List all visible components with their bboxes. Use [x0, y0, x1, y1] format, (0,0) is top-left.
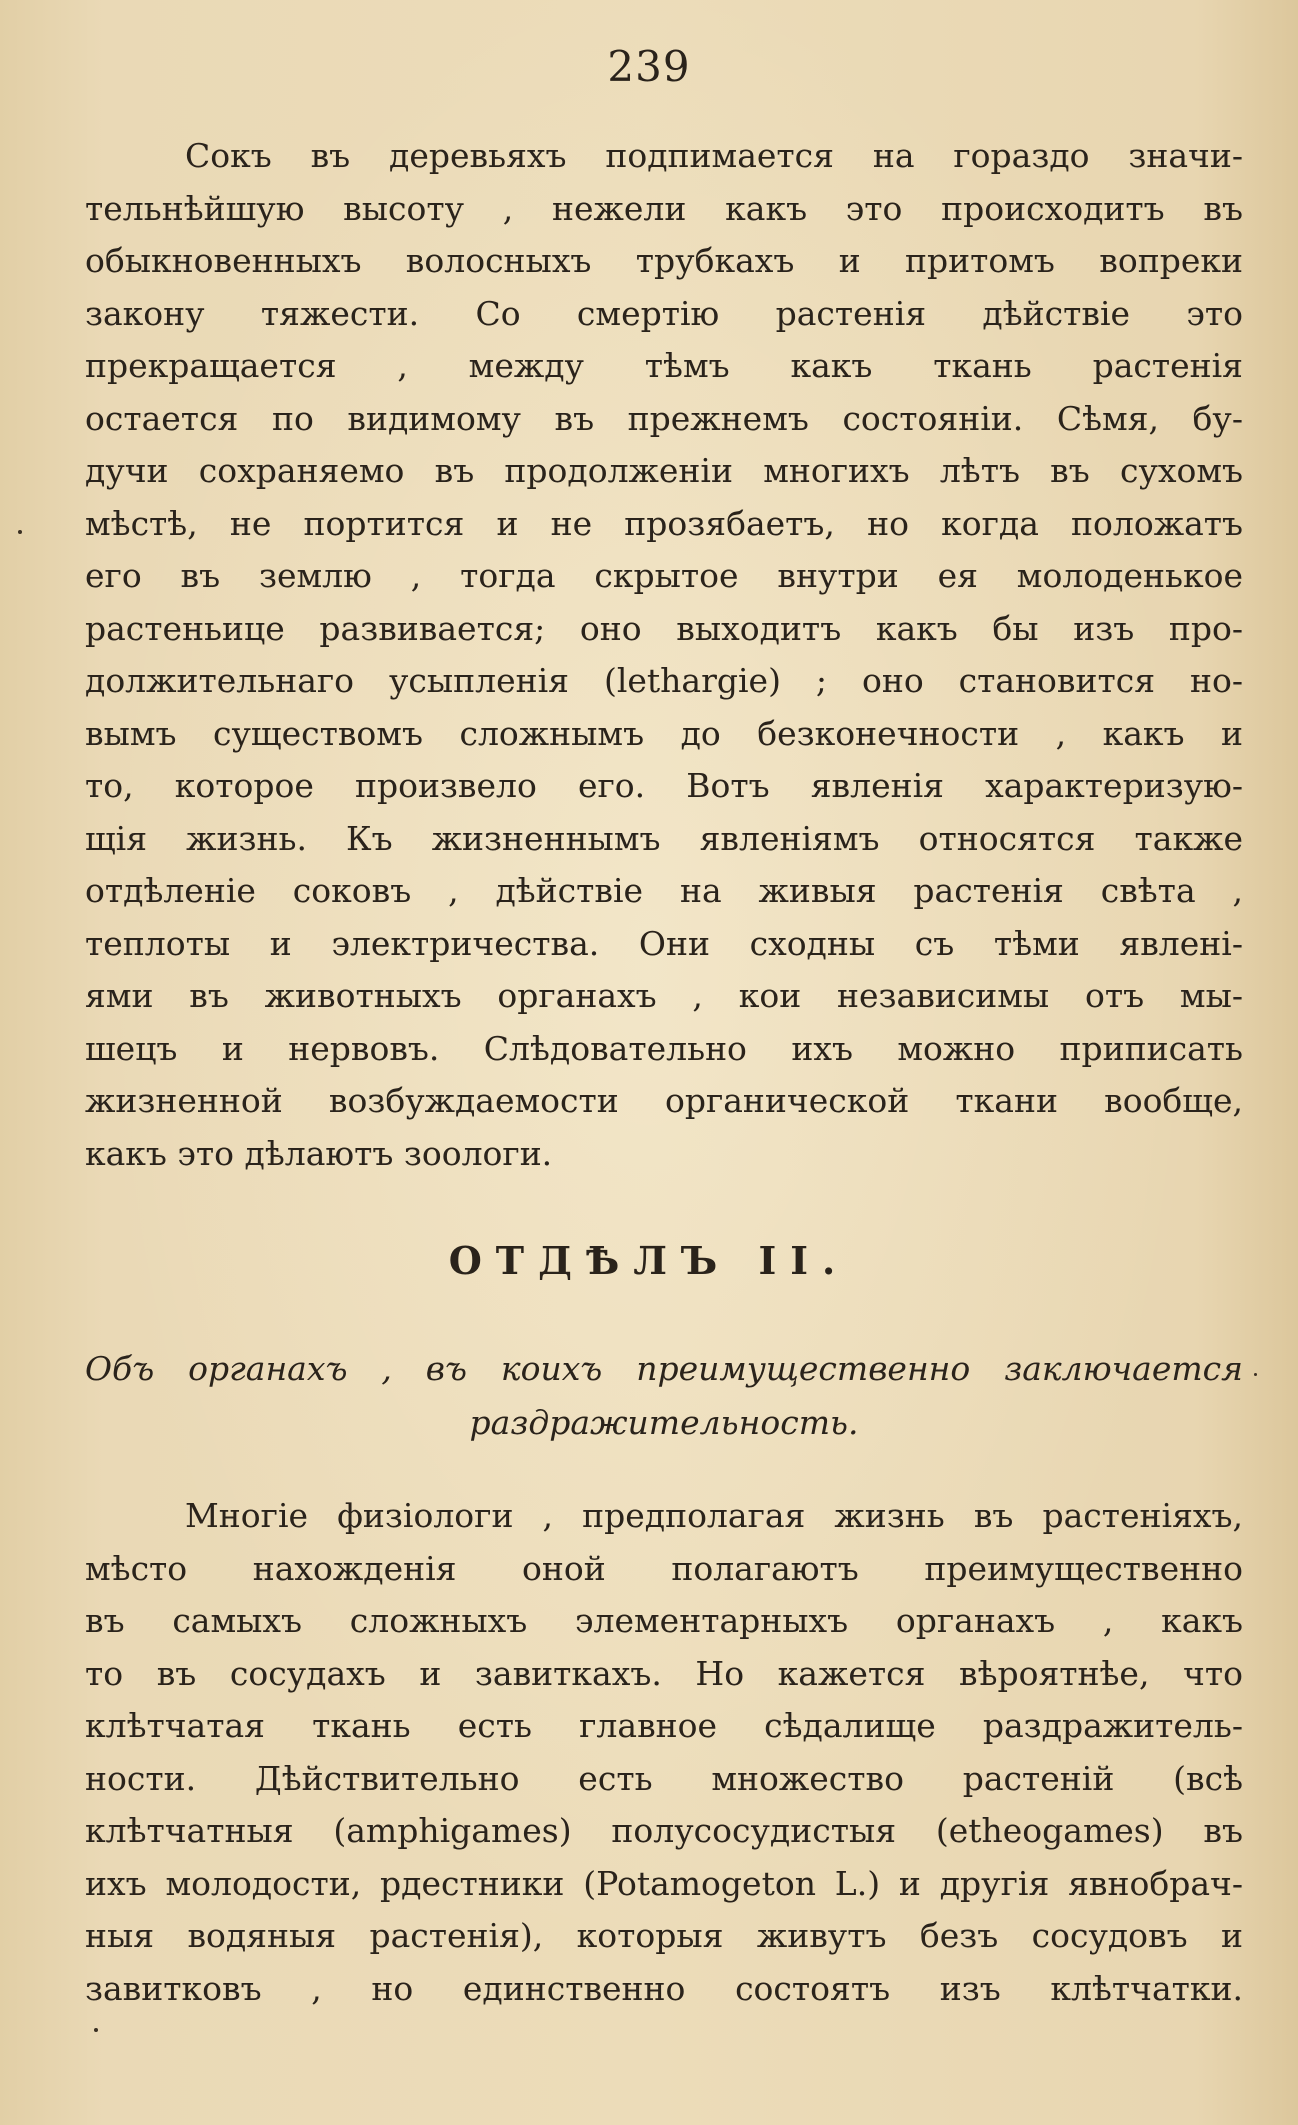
text-line: шецъ и нервовъ. Слѣдовательно ихъ можно приписать	[85, 1028, 1243, 1068]
text-line: щія жизнь. Къ жизненнымъ явленіямъ относятся также	[85, 818, 1243, 858]
section-subtitle	[85, 1342, 1243, 1450]
paragraph-2	[85, 1490, 1243, 2015]
text-line: въ самыхъ сложныхъ элементарныхъ органахъ , какъ	[85, 1601, 1243, 1640]
text-line: должительнаго усыпленія (lethargie) ; оно становится но-	[85, 661, 1243, 700]
text-line: мѣсто нахожденія оной полагаютъ преимущественно	[85, 1548, 1243, 1588]
text-line: Многіе физіологи , предполагая жизнь въ растеніяхъ,	[185, 1496, 1243, 1535]
text-line: отдѣленіе соковъ , дѣйствіе на живыя растенія свѣта ,	[85, 871, 1243, 910]
paper-speck	[18, 530, 22, 534]
text-line: растеньице развивается; оно выходитъ какъ бы изъ про-	[85, 608, 1243, 648]
text-line: какъ это дѣлаютъ зоологи.	[85, 1133, 553, 1173]
text-line: обыкновенныхъ волосныхъ трубкахъ и притомъ вопреки	[85, 241, 1243, 280]
section-heading: ОТДѢЛЪ II.	[448, 1238, 850, 1283]
text-line: закону тяжести. Со смертію растенія дѣйствіе это	[85, 293, 1243, 333]
text-line: дучи сохраняемо въ продолженіи многихъ лѣтъ въ сухомъ	[85, 451, 1243, 490]
text-line: клѣтчатая ткань есть главное сѣдалище раздражитель-	[85, 1706, 1243, 1745]
paper-speck	[1254, 1373, 1257, 1376]
text-line: остается по видимому въ прежнемъ состояніи. Сѣмя, бу-	[85, 398, 1243, 438]
subtitle-line: Объ органахъ , въ коихъ преимущественно заключается	[85, 1349, 1243, 1388]
text-line: то, которое произвело его. Вотъ явленія характеризую-	[85, 766, 1243, 805]
text-line: мѣстѣ, не портится и не прозябаетъ, но когда положатъ	[85, 503, 1243, 543]
text-line: теплоты и электричества. Они сходны съ тѣми явлені-	[85, 923, 1243, 963]
text-line: вымъ существомъ сложнымъ до безконечности , какъ и	[85, 713, 1243, 753]
text-line: жизненной возбуждаемости органической ткани вообще,	[85, 1081, 1243, 1120]
page-number: 239	[607, 42, 691, 91]
text-line: ями въ животныхъ органахъ , кои независимы отъ мы-	[85, 976, 1243, 1015]
text-line: тельнѣйшую высоту , нежели какъ это происходитъ въ	[85, 188, 1243, 228]
paper-speck	[94, 2028, 98, 2032]
text-line: прекращается , между тѣмъ какъ ткань растенія	[85, 346, 1243, 385]
text-line: ныя водяныя растенія), которыя живутъ безъ сосудовъ и	[85, 1916, 1243, 1955]
text-line: Сокъ въ деревьяхъ подпимается на гораздо значи-	[185, 136, 1243, 175]
text-line: его въ землю , тогда скрытое внутри ея молоденькое	[85, 556, 1243, 595]
text-line: клѣтчатныя (amphigames) полусосудистыя (etheogames) въ	[85, 1811, 1243, 1850]
text-line: ихъ молодости, рдестники (Potamogeton L.) и другія явнобрач-	[85, 1863, 1243, 1903]
text-line: ности. Дѣйствительно есть множество растеній (всѣ	[85, 1758, 1243, 1798]
subtitle-line: раздражительность.	[469, 1403, 859, 1442]
text-line: то въ сосудахъ и завиткахъ. Но кажется вѣроятнѣе, что	[85, 1653, 1243, 1693]
paragraph-1	[85, 130, 1243, 1180]
text-line: завитковъ , но единственно состоятъ изъ клѣтчатки.	[85, 1968, 1243, 2008]
